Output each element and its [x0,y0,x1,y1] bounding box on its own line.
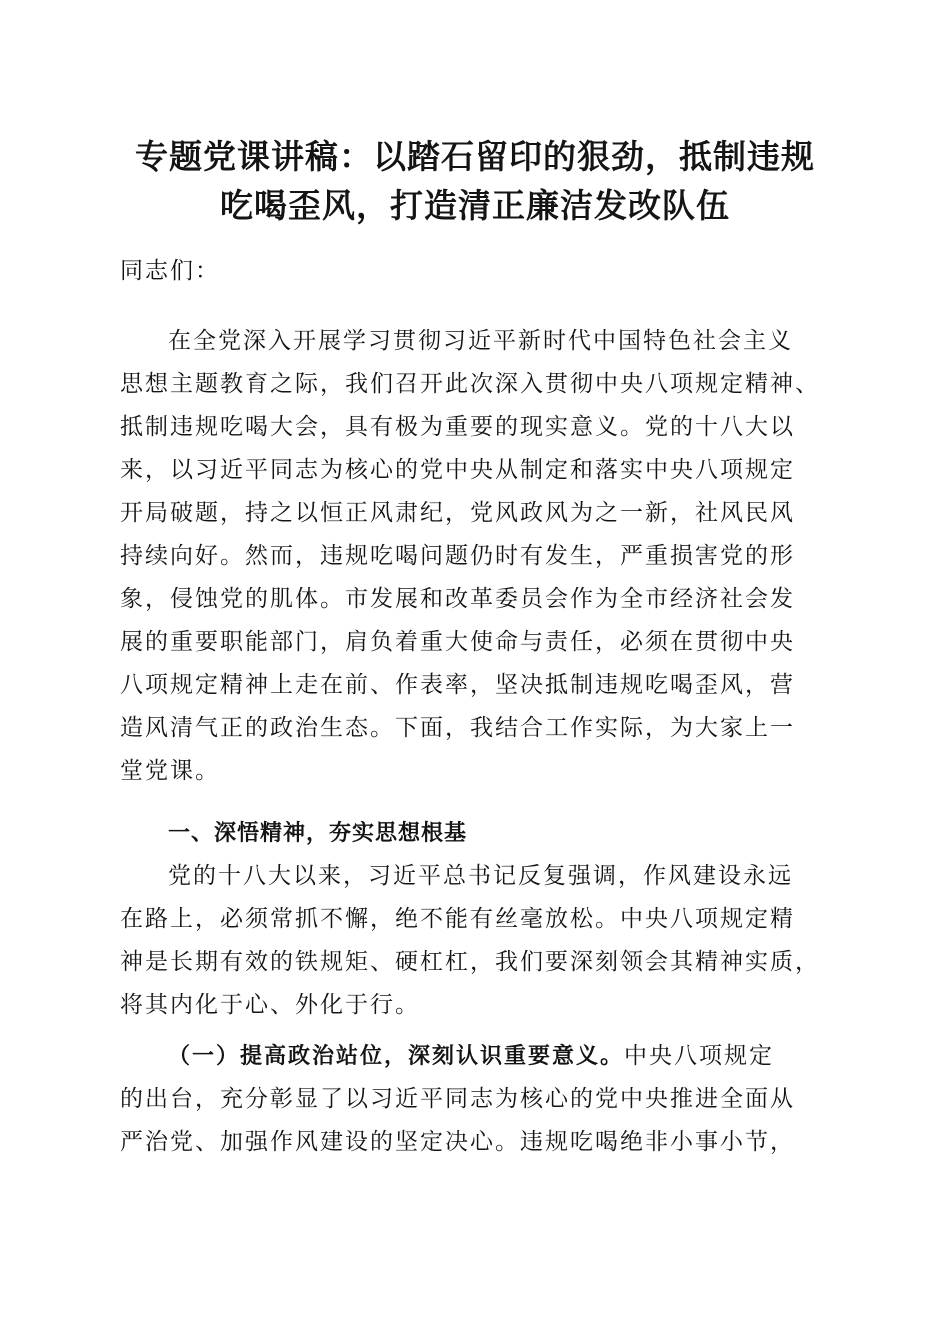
text-line: 展的重要职能部门，肩负着重大使命与责任，必须在贯彻中央 [120,629,795,655]
document-title [80,132,870,230]
text-line: 党的十八大以来，习近平总书记反复强调，作风建设永远 [168,863,793,889]
section-heading: 一、深悟精神，夯实思想根基 [168,821,468,846]
text-line: 堂党课。 [120,758,220,784]
text-line: 抵制违规吃喝大会，具有极为重要的现实意义。党的十八大以 [120,414,795,440]
text-line: 来，以习近平同志为核心的党中央从制定和落实中央八项规定 [120,457,795,483]
title-line: 专题党课讲稿：以踏石留印的狠劲，抵制违规 [135,137,815,176]
text-line [120,1035,836,1078]
text-line: 象，侵蚀党的肌体。市发展和改革委员会作为全市经济社会发 [120,586,795,612]
text-line: 神是长期有效的铁规矩、硬杠杠，我们要深刻领会其精神实质， [120,949,820,975]
salutation [120,250,836,293]
subsection-heading: （一）提高政治站位，深刻认识重要意义。 [168,1044,625,1069]
text-line: 在路上，必须常抓不懈，绝不能有丝毫放松。中央八项规定精 [120,906,795,932]
text-line: 将其内化于心、外化于行。 [120,992,420,1018]
text-line: 开局破题，持之以恒正风肃纪，党风政风为之一新，社风民风 [120,500,795,526]
title-line: 吃喝歪风，打造清正廉洁发改队伍 [220,186,730,225]
text-line: 在全党深入开展学习贯彻习近平新时代中国特色社会主义 [168,328,793,354]
text-line: 严治党、加强作风建设的坚定决心。违规吃喝绝非小事小节， [120,1129,795,1155]
text-fragment: 中央八项规定 [624,1043,775,1069]
paragraph-intro [120,320,836,793]
salutation-text: 同志们： [120,258,220,284]
text-line: 的出台，充分彰显了以习近平同志为核心的党中央推进全面从 [120,1086,795,1112]
paragraph-section-one [120,855,836,1027]
paragraph-subsection-one [120,1035,836,1164]
text-line: 持续向好。然而，违规吃喝问题仍时有发生，严重损害党的形 [120,543,795,569]
text-line: 八项规定精神上走在前、作表率，坚决抵制违规吃喝歪风，营 [120,672,795,698]
text-line: 造风清气正的政治生态。下面，我结合工作实际，为大家上一 [120,715,795,741]
text-line: 思想主题教育之际，我们召开此次深入贯彻中央八项规定精神、 [120,371,820,397]
